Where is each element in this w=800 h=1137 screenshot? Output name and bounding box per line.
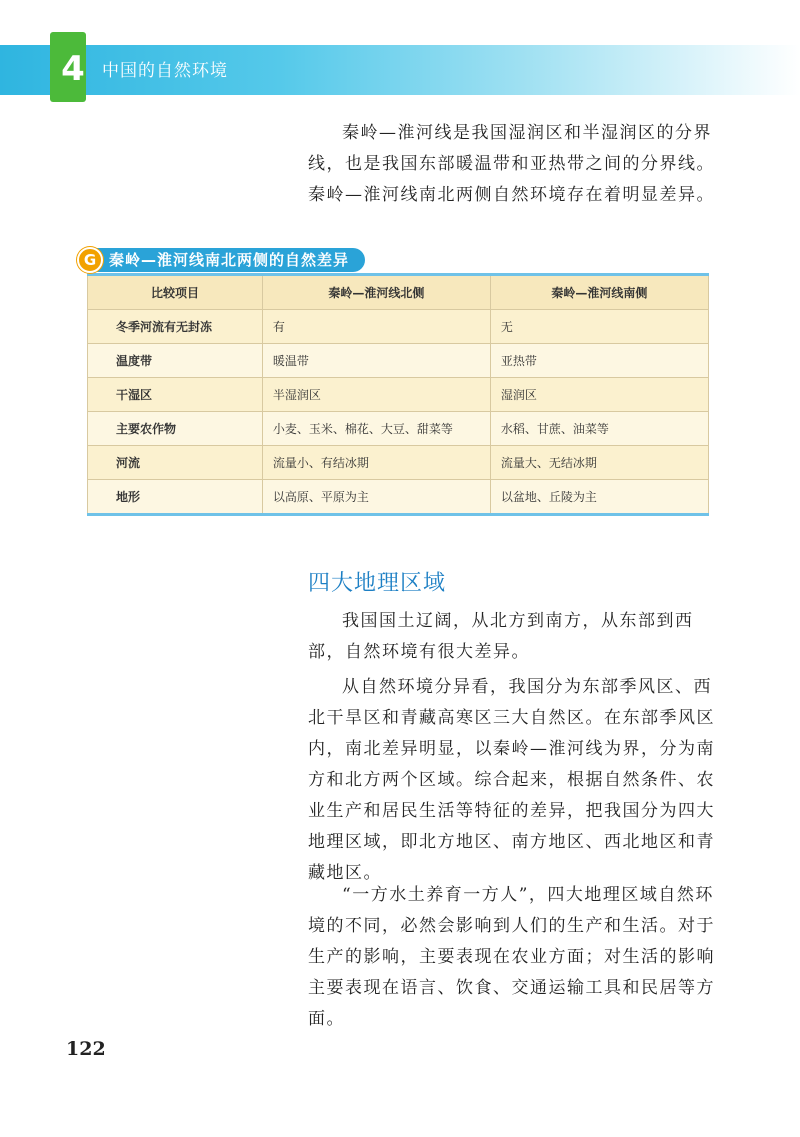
table-cell: 冬季河流有无封冻 [88,310,263,344]
table-cell: 半湿润区 [262,378,490,412]
table-cell: 小麦、玉米、棉花、大豆、甜菜等 [262,412,490,446]
table-header-cell: 秦岭—淮河线南侧 [490,275,708,310]
table-cell: 湿润区 [490,378,708,412]
comparison-table [87,273,709,516]
table-cell: 暖温带 [262,344,490,378]
table-cell: 流量大、无结冰期 [490,446,708,480]
table-cell: 温度带 [88,344,263,378]
table-cell: 以盆地、丘陵为主 [490,480,708,515]
body-paragraph-1: 我国国土辽阔，从北方到南方，从东部到西部，自然环境有很大差异。 [308,611,694,662]
table-cell: 主要农作物 [88,412,263,446]
table-header-row [88,275,709,310]
table-cell: 水稻、甘蔗、油菜等 [490,412,708,446]
table-row [88,378,709,412]
table-cell: 流量小、有结冰期 [262,446,490,480]
table-cell: 干湿区 [88,378,263,412]
table-cell: 无 [490,310,708,344]
table-header-cell: 比较项目 [88,275,263,310]
intro-line-2: 线，也是我国东部暖温带和亚热带之间的分界线。 [308,154,715,174]
table-cell: 亚热带 [490,344,708,378]
table-header-cell: 秦岭—淮河线北侧 [262,275,490,310]
figure-badge: G [77,247,103,273]
table-row [88,446,709,480]
table-cell: 以高原、平原为主 [262,480,490,515]
table-cell: 河流 [88,446,263,480]
body-paragraph-2: 从自然环境分异看，我国分为东部季风区、西北干旱区和青藏高寒区三大自然区。在东部季风区内，南北差异明显，以秦岭—淮河线为界，分为南方和北方两个区域。综合起来，根据自然条件、农业生产和居民生活等特征的差异，把我国分为四大地理区域，即北方地区、南方地区、西北地区和青藏地区。 [308,677,715,883]
section-title: 四大地理区域 [308,571,447,596]
body-paragraph-3: “一方水土养育一方人”，四大地理区域自然环境的不同，必然会影响到人们的生产和生活。对于生产的影响，主要表现在农业方面；对生活的影响主要表现在语言、饮食、交通运输工具和民居等方面。 [308,885,715,1029]
table-cell: 有 [262,310,490,344]
table-cell: 地形 [88,480,263,515]
chapter-title: 中国的自然环境 [102,61,228,81]
page-number: 122 [66,1038,106,1060]
table-row [88,412,709,446]
intro-line-1: 秦岭—淮河线是我国湿润区和半湿润区的分界 [342,123,712,143]
table-row [88,480,709,515]
figure-title: 秦岭—淮河线南北两侧的自然差异 [95,248,365,272]
table-row [88,310,709,344]
chapter-number: 4 [61,49,85,89]
intro-line-3: 秦岭—淮河线南北两侧自然环境存在着明显差异。 [308,185,715,205]
figure-label [77,247,365,273]
table-row [88,344,709,378]
